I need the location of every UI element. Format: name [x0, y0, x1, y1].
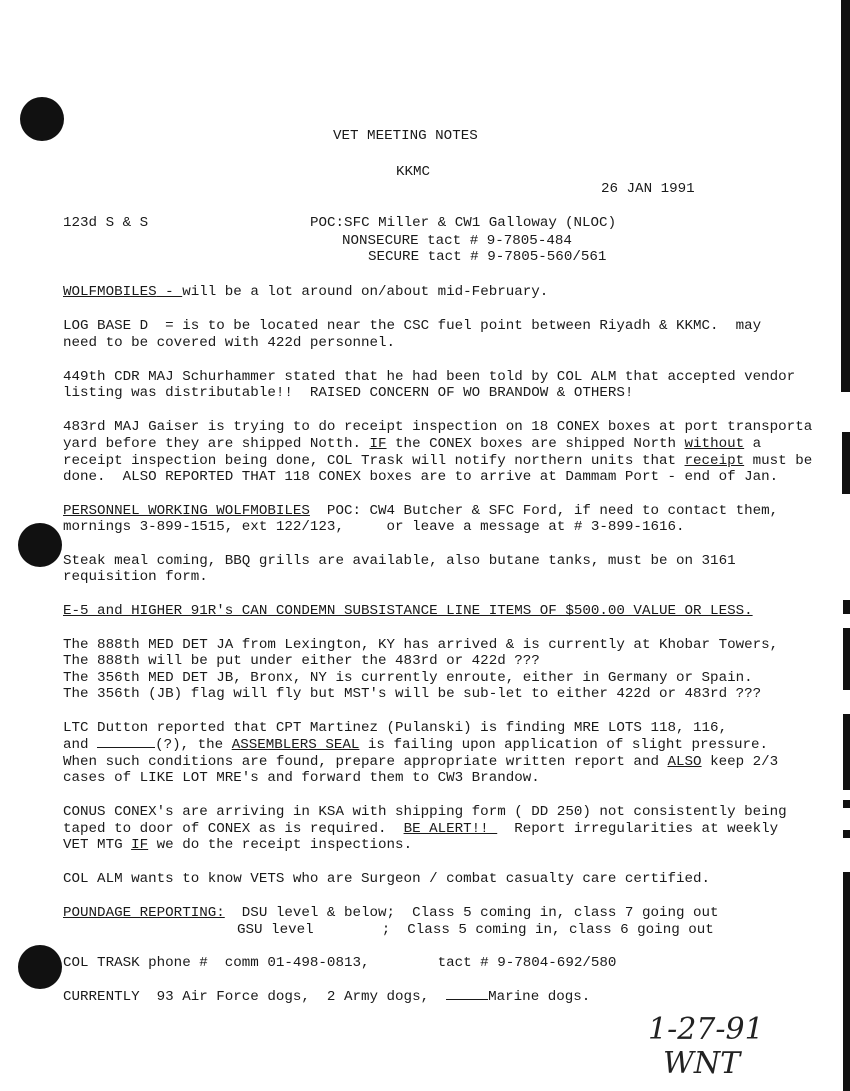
ltc-also: ALSO	[667, 754, 702, 770]
scan-edge-mark	[843, 714, 850, 790]
meddet-line-2: The 888th will be put under either the 483rd or 422d ???	[63, 653, 540, 669]
document-title: VET MEETING NOTES	[333, 128, 478, 144]
scan-edge-mark	[842, 432, 850, 494]
scan-edge-mark	[841, 0, 850, 392]
ltc-line-4: cases of LIKE LOT MRE's and forward them to CW3 Brandow.	[63, 770, 540, 786]
p483-line-3	[63, 453, 812, 470]
personnel-label: PERSONNEL WORKING WOLFMOBILES	[63, 503, 310, 519]
conus-line-1: CONUS CONEX's are arriving in KSA with shipping form ( DD 250) not consistently being	[63, 804, 787, 820]
col-alm-note: COL ALM wants to know VETS who are Surgeon / combat casualty care certified.	[63, 871, 711, 887]
ltc-text: (?), the	[155, 737, 232, 753]
punch-hole-bottom	[18, 945, 62, 989]
p449-line-1: 449th CDR MAJ Schurhammer stated that he had been told by COL ALM that accepted vendor	[63, 369, 796, 385]
currently-line	[63, 989, 590, 1006]
wolfmobiles-label: WOLFMOBILES	[63, 284, 157, 300]
blank-line	[446, 999, 488, 1000]
poundage-line-2: GSU level ; Class 5 coming in, class 6 going out	[237, 922, 714, 938]
logbase-line-2: need to be covered with 422d personnel.	[63, 335, 396, 351]
currently-text: Marine dogs.	[488, 989, 591, 1005]
ltc-text: is failing upon application of slight pressure.	[359, 737, 769, 753]
wolfmobiles-dash: -	[156, 284, 183, 300]
nonsecure-phone: NONSECURE tact # 9-7805-484	[342, 233, 572, 249]
conus-text: Report irregularities at weekly	[497, 821, 779, 837]
p483-line-2	[63, 436, 761, 453]
conus-line-2	[63, 821, 778, 838]
conus-line-3	[63, 837, 412, 854]
scan-edge-mark	[843, 600, 850, 614]
p483-without: without	[684, 436, 745, 452]
p449-line-2: listing was distributable!! RAISED CONCERN OF WO BRANDOW & OTHERS!	[63, 385, 634, 401]
scan-edge-mark	[843, 800, 850, 808]
poundage-line-1	[63, 905, 719, 922]
steak-line-2: requisition form.	[63, 569, 208, 585]
secure-phone: SECURE tact # 9-7805-560/561	[368, 249, 607, 265]
logbase-line-1: LOG BASE D = is to be located near the CSC fuel point between Riyadh & KKMC. may	[63, 318, 762, 334]
p483-text: the CONEX boxes are shipped North	[386, 436, 685, 452]
conus-if: IF	[131, 837, 149, 853]
meddet-line-3: The 356th MED DET JB, Bronx, NY is currently enroute, either in Germany or Spain.	[63, 670, 753, 686]
meddet-line-1: The 888th MED DET JA from Lexington, KY has arrived & is currently at Khobar Towers,	[63, 637, 779, 653]
nloc-label: (NLOC)	[565, 215, 617, 231]
p483-line-4: done. ALSO REPORTED THAT 118 CONEX boxes are to arrive at Dammam Port - end of Jan.	[63, 469, 779, 485]
scan-edge-mark	[843, 830, 850, 838]
p483-text: a	[744, 436, 762, 452]
handwritten-date: 1-27-91	[648, 1012, 764, 1047]
steak-line-1: Steak meal coming, BBQ grills are available, also butane tanks, must be on 3161	[63, 553, 736, 569]
unit-name: 123d S & S	[63, 215, 149, 231]
handwritten-initials: WNT	[663, 1046, 741, 1081]
ltc-text: keep 2/3	[701, 754, 779, 770]
col-trask-phone: COL TRASK phone # comm 01-498-0813, tact # 9-7804-692/580	[63, 955, 617, 971]
currently-text: CURRENTLY 93 Air Force dogs, 2 Army dogs,	[63, 989, 447, 1005]
ltc-text: When such conditions are found, prepare appropriate written report and	[63, 754, 668, 770]
p483-text: must be	[744, 453, 813, 469]
poc-line: POC:SFC Miller & CW1 Galloway	[310, 215, 557, 231]
ltc-text: and	[63, 737, 98, 753]
scan-edge-mark	[843, 872, 850, 1091]
p483-receipt: receipt	[684, 453, 745, 469]
blank-line	[97, 747, 155, 748]
ltc-line-3	[63, 754, 778, 771]
scan-edge-mark	[843, 628, 850, 690]
poundage-text: DSU level & below; Class 5 coming in, class 7 going out	[224, 905, 719, 921]
personnel-line-2: mornings 3-899-1515, ext 122/123, or leave a message at # 3-899-1616.	[63, 519, 685, 535]
assemblers-seal: ASSEMBLERS SEAL	[231, 737, 360, 753]
personnel-line-1	[63, 503, 778, 520]
punch-hole-top	[20, 97, 64, 141]
meddet-line-4: The 356th (JB) flag will fly but MST's will be sub-let to either 422d or 483rd ???	[63, 686, 762, 702]
p483-if: IF	[369, 436, 387, 452]
document-date: 26 JAN 1991	[601, 181, 695, 197]
conus-text: we do the receipt inspections.	[148, 837, 413, 853]
e5-condemn-note: E-5 and HIGHER 91R's CAN CONDEMN SUBSISTANCE LINE ITEMS OF $500.00 VALUE OR LESS.	[63, 603, 753, 619]
wolfmobiles-text: will be a lot around on/about mid-February.	[182, 284, 549, 300]
personnel-text: POC: CW4 Butcher & SFC Ford, if need to contact them,	[309, 503, 779, 519]
p483-text: yard before they are shipped Notth.	[63, 436, 370, 452]
p483-line-1: 483rd MAJ Gaiser is trying to do receipt inspection on 18 CONEX boxes at port transporta	[63, 419, 813, 435]
ltc-line-1: LTC Dutton reported that CPT Martinez (Pulanski) is finding MRE LOTS 118, 116,	[63, 720, 728, 736]
conus-text: VET MTG	[63, 837, 132, 853]
location-heading: KKMC	[396, 164, 431, 180]
punch-hole-middle	[18, 523, 62, 567]
be-alert: BE ALERT!!	[403, 821, 498, 837]
wolfmobiles-paragraph	[63, 284, 548, 301]
conus-text: taped to door of CONEX as is required.	[63, 821, 404, 837]
poundage-label: POUNDAGE REPORTING:	[63, 905, 225, 921]
p483-text: receipt inspection being done, COL Trask will notify northern units that	[63, 453, 685, 469]
ltc-line-2	[63, 737, 768, 754]
